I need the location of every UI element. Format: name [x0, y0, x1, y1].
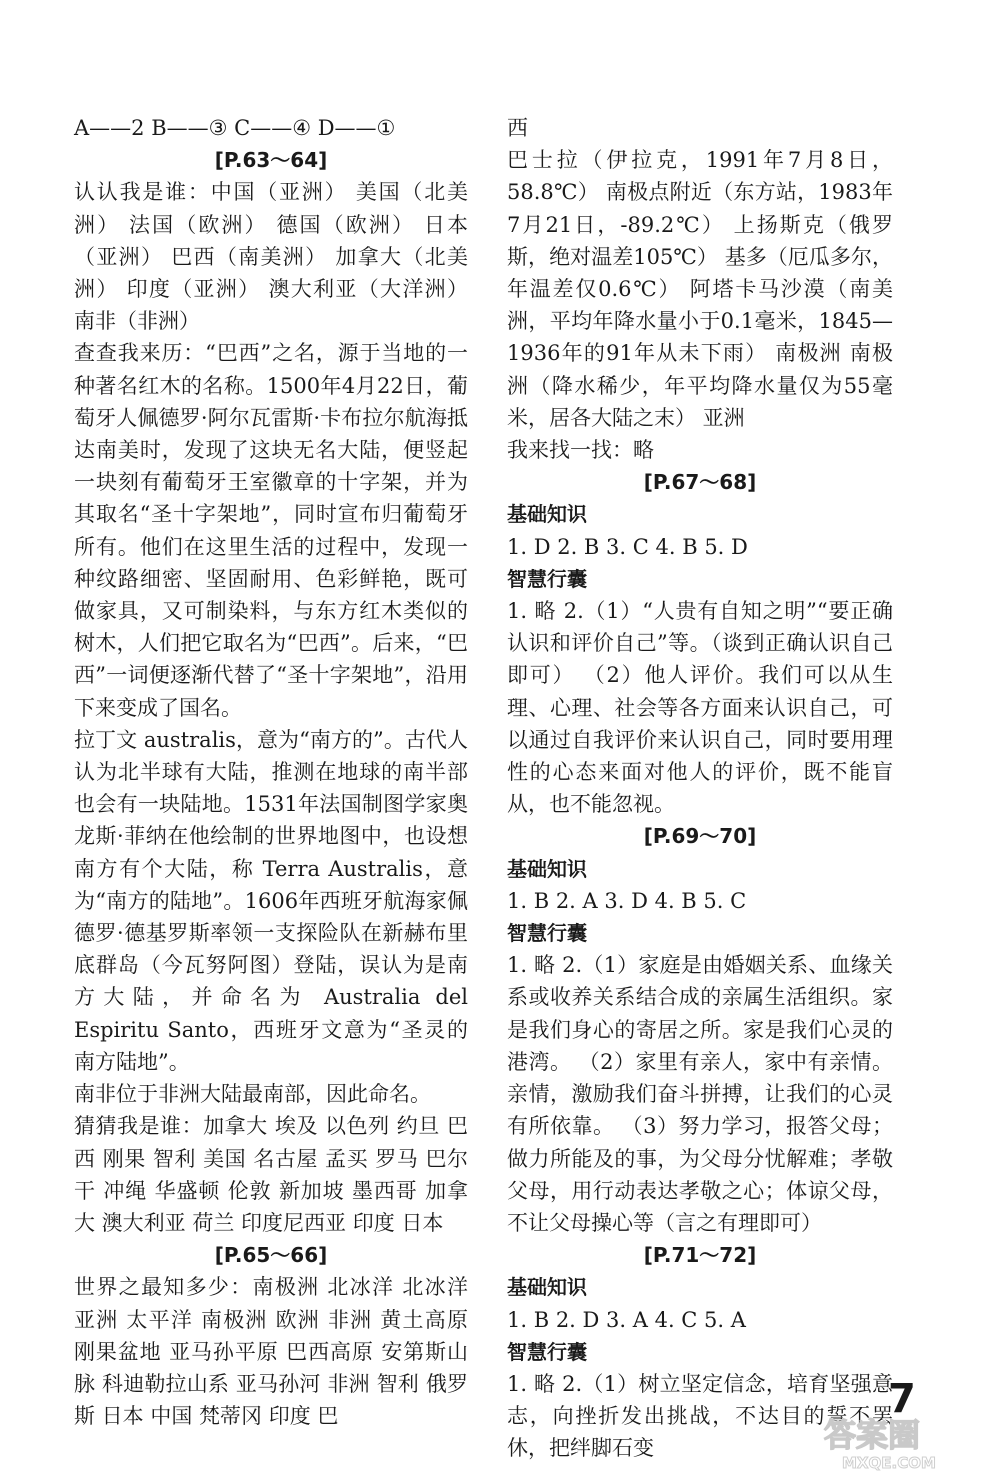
subheading-wisdom: 智慧行囊 [507, 1339, 587, 1364]
section-heading-p69-70: [P.69～70] [643, 824, 757, 849]
watermark-url: MXQE.COM [842, 1454, 936, 1472]
paragraph-brazil-origin: 查查我来历：“巴西”之名，源于当地的一种著名红木的名称。1500年4月22日，葡萄牙人佩德罗·阿尔瓦雷斯·卡布拉尔航海抵达南美时，发现了这块无名大陆，便竖起一块刻有葡萄牙王室徽章的十字架，并为其取名“圣十字架地”，同时宣布归葡萄牙所有。他们在这里生活的过程中，发现一种纹路细密、坚固耐用、色彩鲜艳，既可做家具，又可制染料，与东方红木类似的树木，人们把它取名为“巴西”。后来，“巴西”一词便逐渐代替了“圣十字架地”，沿用下来变成了国名。 [74, 341, 468, 720]
paragraph-australia-origin: 拉丁文 australis，意为“南方的”。古代人认为北半球有大陆，推测在地球的南半部也会有一块陆地。1531年法国制图学家奥龙斯·菲纳在他绘制的世界地图中，也设想南方有个大陆，称 Terra Australis，意为“南方的陆地”。1606年西班牙航海家佩德罗·德基罗斯率领一支探险队在新赫布里底群岛（今瓦努阿图）登陆，误认为是南方大陆，并命名为 Australia del Espiritu Santo，西班牙文意为“圣灵的南方陆地”。 [74, 727, 468, 1074]
right-column [507, 112, 893, 1465]
answers-p69: 1. B 2. A 3. D 4. B 5. C [507, 888, 747, 913]
section-heading-p63-64: [P.63～64] [214, 148, 328, 173]
subheading-wisdom: 智慧行囊 [507, 921, 587, 946]
paragraph-self-knowledge: 1. 略 2.（1）“人贵有自知之明”“要正确认识和评价自己”等。（谈到正确认识自己即可） （2）他人评价。我们可以从生理、心理、社会等各方面来认识自己，可以通过自我评价来认识自己，同时要用理性的心态来面对他人的评价，既不能盲从，也不能忽视。 [507, 599, 893, 817]
subheading-basic-knowledge: 基础知识 [507, 856, 587, 881]
paragraph-who-am-i: 认认我是谁：中国（亚洲） 美国（北美洲） 法国（欧洲） 德国（欧洲） 日本（亚洲） 巴西（南美洲） 加拿大（北美洲） 印度（亚洲） 澳大利亚（大洋洲） 南非（非洲） [74, 180, 468, 334]
subheading-wisdom: 智慧行囊 [507, 566, 587, 591]
paragraph-perseverance: 1. 略 2.（1）树立坚定信念，培育坚强意志，向挫折发出挑战，不达目的誓不罢休，把绊脚石变 [507, 1371, 893, 1461]
continued-text: 西 [507, 116, 528, 140]
paragraph-guess-who: 猜猜我是谁：加拿大 埃及 以色列 约旦 巴西 刚果 智利 美国 名古屋 孟买 罗马 巴尔干 冲绳 华盛顿 伦敦 新加坡 墨西哥 加拿大 澳大利亚 荷兰 印度尼西亚 印度 日本 [74, 1114, 468, 1235]
paragraph-family: 1. 略 2.（1）家庭是由婚姻关系、血缘关系或收养关系结合成的亲属生活组织。家是我们身心的寄居之所。家是我们心灵的港湾。 （2）家里有亲人，家中有亲情。亲情，激励我们奋斗拼搏，让我们的心灵有所依靠。 （3）努力学习，报答父母；做力所能及的事，为父母分忧解难；孝敬父母，用行动表达孝敬之心；体谅父母，不让父母操心等（言之有理即可） [507, 953, 893, 1235]
left-column [74, 112, 468, 1432]
watermark-title: 答案圈 [824, 1416, 921, 1454]
section-heading-p71-72: [P.71～72] [643, 1243, 757, 1268]
paragraph-extremes: 巴士拉（伊拉克，1991年7月8日，58.8℃） 南极点附近（东方站，1983年7月21日，-89.2℃） 上扬斯克（俄罗斯，绝对温差105℃） 基多（厄瓜多尔，年温差仅0.6℃） 阿塔卡马沙漠（南美洲，平均年降水量小于0.1毫米，1845—1936年的91年从未下雨） 南极洲 南极洲（降水稀少，年平均降水量仅为55毫米，居各大陆之末） 亚洲 [507, 148, 893, 430]
watermark-logo [818, 1408, 986, 1472]
paragraph-world-records: 世界之最知多少：南极洲 北冰洋 北冰洋 亚洲 太平洋 南极洲 欧洲 非洲 黄土高原 刚果盆地 亚马孙平原 巴西高原 安第斯山脉 科迪勒拉山系 亚马孙河 非洲 智利 俄罗斯 日本 中国 梵蒂冈 印度 巴 [74, 1275, 468, 1429]
answers-p67: 1. D 2. B 3. C 4. B 5. D [507, 534, 748, 559]
paragraph-find: 我来找一找：略 [507, 438, 654, 463]
section-heading-p67-68: [P.67～68] [643, 470, 757, 495]
subheading-basic-knowledge: 基础知识 [507, 1275, 587, 1300]
subheading-basic-knowledge: 基础知识 [507, 502, 587, 527]
answers-p71: 1. B 2. D 3. A 4. C 5. A [507, 1307, 746, 1332]
paragraph-south-africa: 南非位于非洲大陆最南部，因此命名。 [74, 1082, 431, 1107]
page-number: 7 [888, 1376, 916, 1422]
section-heading-p65-66: [P.65～66] [214, 1243, 328, 1268]
answer-matching: A——2 B——③ C——④ D——① [74, 116, 396, 140]
